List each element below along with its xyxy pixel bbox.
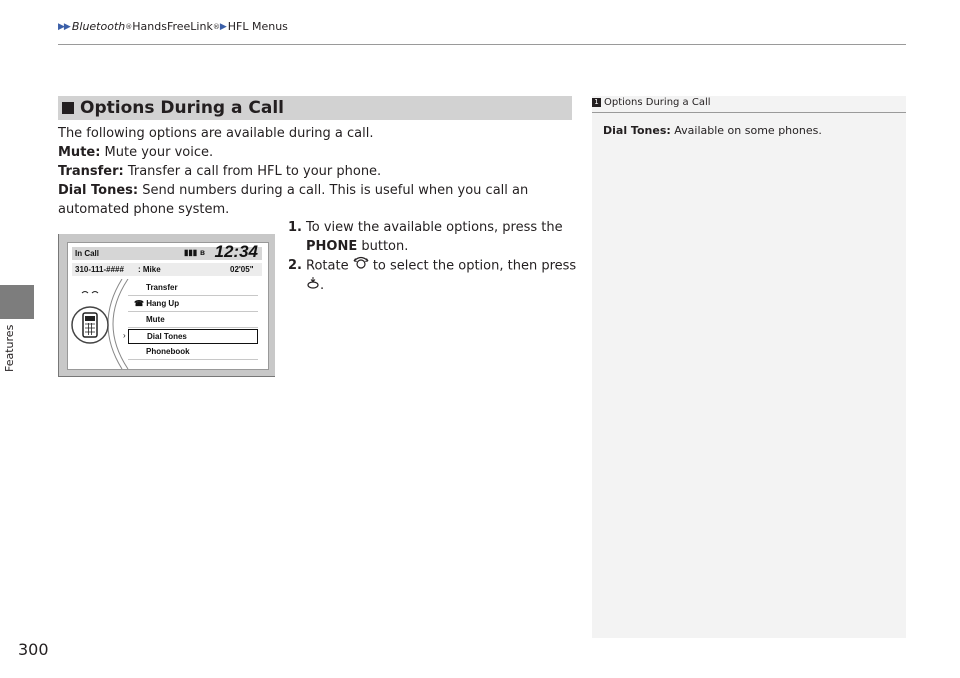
- menu-item-hang-up[interactable]: [128, 297, 258, 312]
- step-text-part: Rotate: [306, 258, 353, 274]
- note-term: Dial Tones:: [603, 124, 671, 137]
- header-divider: [58, 44, 906, 45]
- note-desc: Available on some phones.: [670, 124, 822, 137]
- intro-text: The following options are available during a call.: [58, 126, 374, 141]
- step-number: 1.: [288, 220, 302, 235]
- page-number: 300: [18, 640, 49, 659]
- caller-name: : Mike: [138, 265, 161, 274]
- step-text-part: button.: [357, 239, 409, 254]
- interface-dial-rotate-icon: [353, 256, 369, 276]
- step-2: [288, 256, 578, 295]
- menu-item-transfer[interactable]: [128, 281, 258, 296]
- option-term: Dial Tones:: [58, 183, 139, 198]
- option-desc: Send numbers during a call. This is useful when you call an automated phone system.: [58, 183, 529, 217]
- screen-header-bar: [72, 242, 262, 261]
- caller-info-bar: [72, 263, 262, 276]
- breadcrumb-hfl-menus: HFL Menus: [227, 20, 288, 33]
- body-text: [58, 124, 574, 219]
- step-text-part: to select the option, then press: [368, 258, 577, 274]
- note-body: [603, 124, 822, 137]
- caller-number: 310-111-####: [75, 265, 124, 274]
- chapter-tab: [0, 285, 34, 319]
- menu-item-label: Dial Tones: [147, 332, 187, 341]
- phone-button-label: PHONE: [306, 239, 358, 254]
- interface-dial-press-icon: [306, 276, 320, 295]
- menu-item-dial-tones[interactable]: [128, 329, 258, 344]
- note-reference-icon: 1: [592, 98, 601, 107]
- registered-mark: ®: [212, 22, 220, 31]
- step-text-part: To view the available options, press the: [306, 220, 563, 235]
- note-panel: [592, 96, 906, 638]
- breadcrumb-arrow-icon: ▶: [219, 21, 227, 32]
- menu-item-mute[interactable]: [128, 313, 258, 328]
- option-desc: Transfer a call from HFL to your phone.: [123, 164, 382, 179]
- section-heading: [58, 96, 572, 120]
- chapter-label: Features: [3, 324, 16, 372]
- breadcrumb-arrow-icon: ▶: [58, 21, 65, 32]
- option-desc: Mute your voice.: [100, 145, 214, 160]
- square-bullet-icon: [62, 102, 74, 114]
- note-divider: [592, 112, 906, 113]
- step-text: [306, 256, 576, 295]
- signal-icon: ▮▮▮: [184, 248, 198, 257]
- note-title: Options During a Call: [604, 97, 711, 108]
- menu-item-phonebook[interactable]: [128, 345, 258, 360]
- option-mute: [58, 143, 574, 162]
- hang-up-icon: ☎: [134, 299, 144, 308]
- menu-item-label: Mute: [146, 315, 165, 324]
- menu-item-label: Hang Up: [146, 299, 180, 308]
- screen-clock: 12:34: [214, 242, 258, 261]
- step-text: [306, 218, 578, 256]
- option-term: Mute:: [58, 145, 101, 160]
- screen-header-label: In Call: [75, 249, 100, 258]
- in-call-screen: [67, 242, 269, 370]
- note-heading: [592, 97, 711, 108]
- section-title: Options During a Call: [80, 98, 284, 118]
- menu-item-label: Phonebook: [146, 347, 190, 356]
- registered-mark: ®: [125, 22, 133, 31]
- bluetooth-icon: ʙ: [200, 248, 205, 257]
- step-text-part: .: [320, 278, 325, 293]
- step-1: [288, 218, 578, 256]
- breadcrumb-bluetooth: Bluetooth: [71, 20, 126, 33]
- display-screenshot: [58, 234, 275, 377]
- option-transfer: [58, 162, 574, 181]
- steps-list: [288, 218, 578, 295]
- selection-arrow-icon: ›: [123, 331, 126, 340]
- option-term: Transfer:: [58, 164, 124, 179]
- breadcrumb-arrow-icon: ▶: [63, 21, 71, 32]
- breadcrumb-handsfreelink: HandsFreeLink: [132, 20, 213, 33]
- breadcrumb: [58, 20, 288, 33]
- call-duration: 02'05": [230, 265, 254, 274]
- step-number: 2.: [288, 258, 302, 273]
- menu-item-label: Transfer: [146, 283, 178, 292]
- option-dial-tones: [58, 181, 574, 219]
